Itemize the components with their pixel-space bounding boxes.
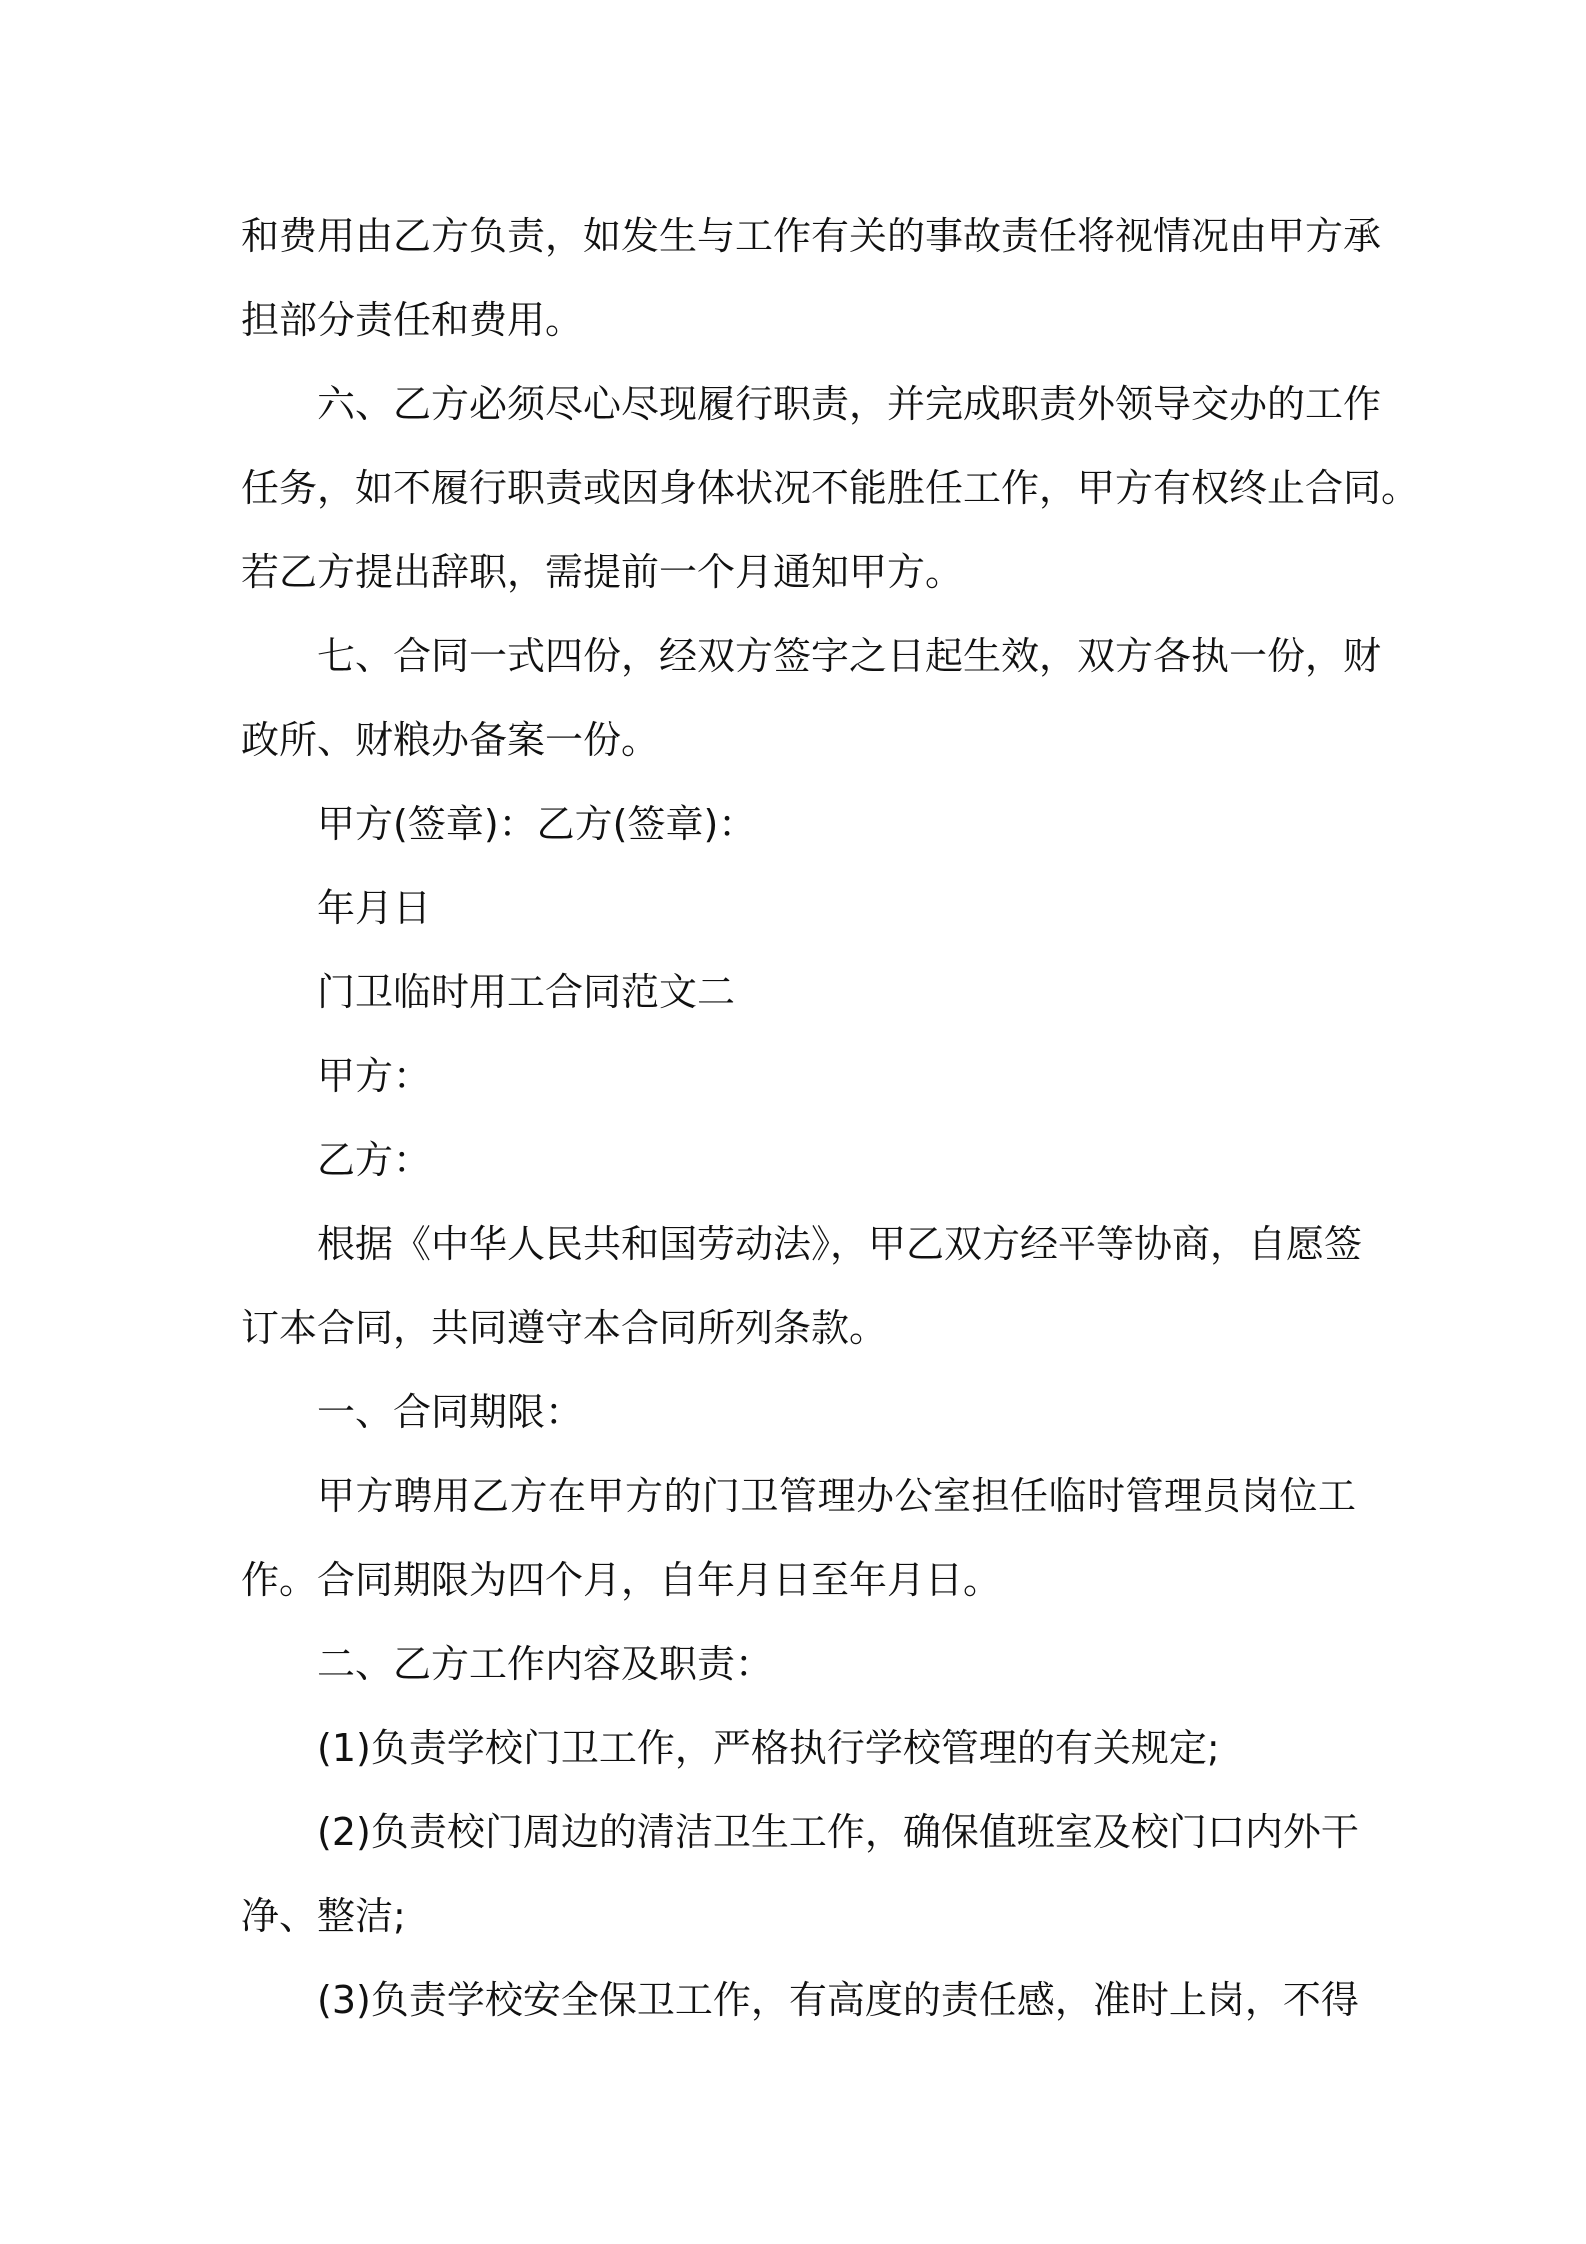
date-line: 年月日: [317, 886, 432, 930]
duty-item-1: (1)负责学校门卫工作，严格执行学校管理的有关规定;: [317, 1726, 1220, 1770]
clause-heading-duties: 二、乙方工作内容及职责：: [317, 1642, 774, 1686]
paragraph-item-6: 六、乙方必须尽心尽现履行职责，并完成职责外领导交办的工作: [317, 382, 1382, 426]
text-line: 作。合同期限为四个月，自年月日至年月日。: [241, 1558, 1002, 1602]
clause-paragraph: 甲方聘用乙方在甲方的门卫管理办公室担任临时管理员岗位工: [317, 1474, 1356, 1518]
text-line: 若乙方提出辞职，需提前一个月通知甲方。: [241, 550, 964, 594]
text-line: 任务，如不履行职责或因身体状况不能胜任工作，甲方有权终止合同。: [241, 466, 1420, 510]
party-b-line: 乙方：: [317, 1138, 432, 1182]
duty-item-2: (2)负责校门周边的清洁卫生工作，确保值班室及校门口内外干: [317, 1810, 1359, 1854]
paragraph-item-7: 七、合同一式四份，经双方签字之日起生效，双方各执一份，财: [317, 634, 1382, 678]
document-body: [241, 194, 1420, 2042]
text-line: 订本合同，共同遵守本合同所列条款。: [241, 1306, 888, 1350]
signature-line: 甲方(签章)：乙方(签章)：: [317, 802, 757, 846]
clause-heading-term: 一、合同期限：: [317, 1390, 584, 1434]
party-a-line: 甲方：: [317, 1054, 432, 1098]
text-line: 政所、财粮办备案一份。: [241, 718, 660, 762]
text-line: 担部分责任和费用。: [241, 298, 584, 342]
preamble-paragraph: 根据《中华人民共和国劳动法》，甲乙双方经平等协商，自愿签: [317, 1222, 1363, 1266]
text-line: 净、整洁;: [241, 1894, 406, 1938]
duty-item-3: (3)负责学校安全保卫工作，有高度的责任感，准时上岗，不得: [317, 1978, 1359, 2022]
text-line: 和费用由乙方负责，如发生与工作有关的事故责任将视情况由甲方承: [241, 214, 1382, 258]
section-title: 门卫临时用工合同范文二: [317, 970, 736, 1014]
